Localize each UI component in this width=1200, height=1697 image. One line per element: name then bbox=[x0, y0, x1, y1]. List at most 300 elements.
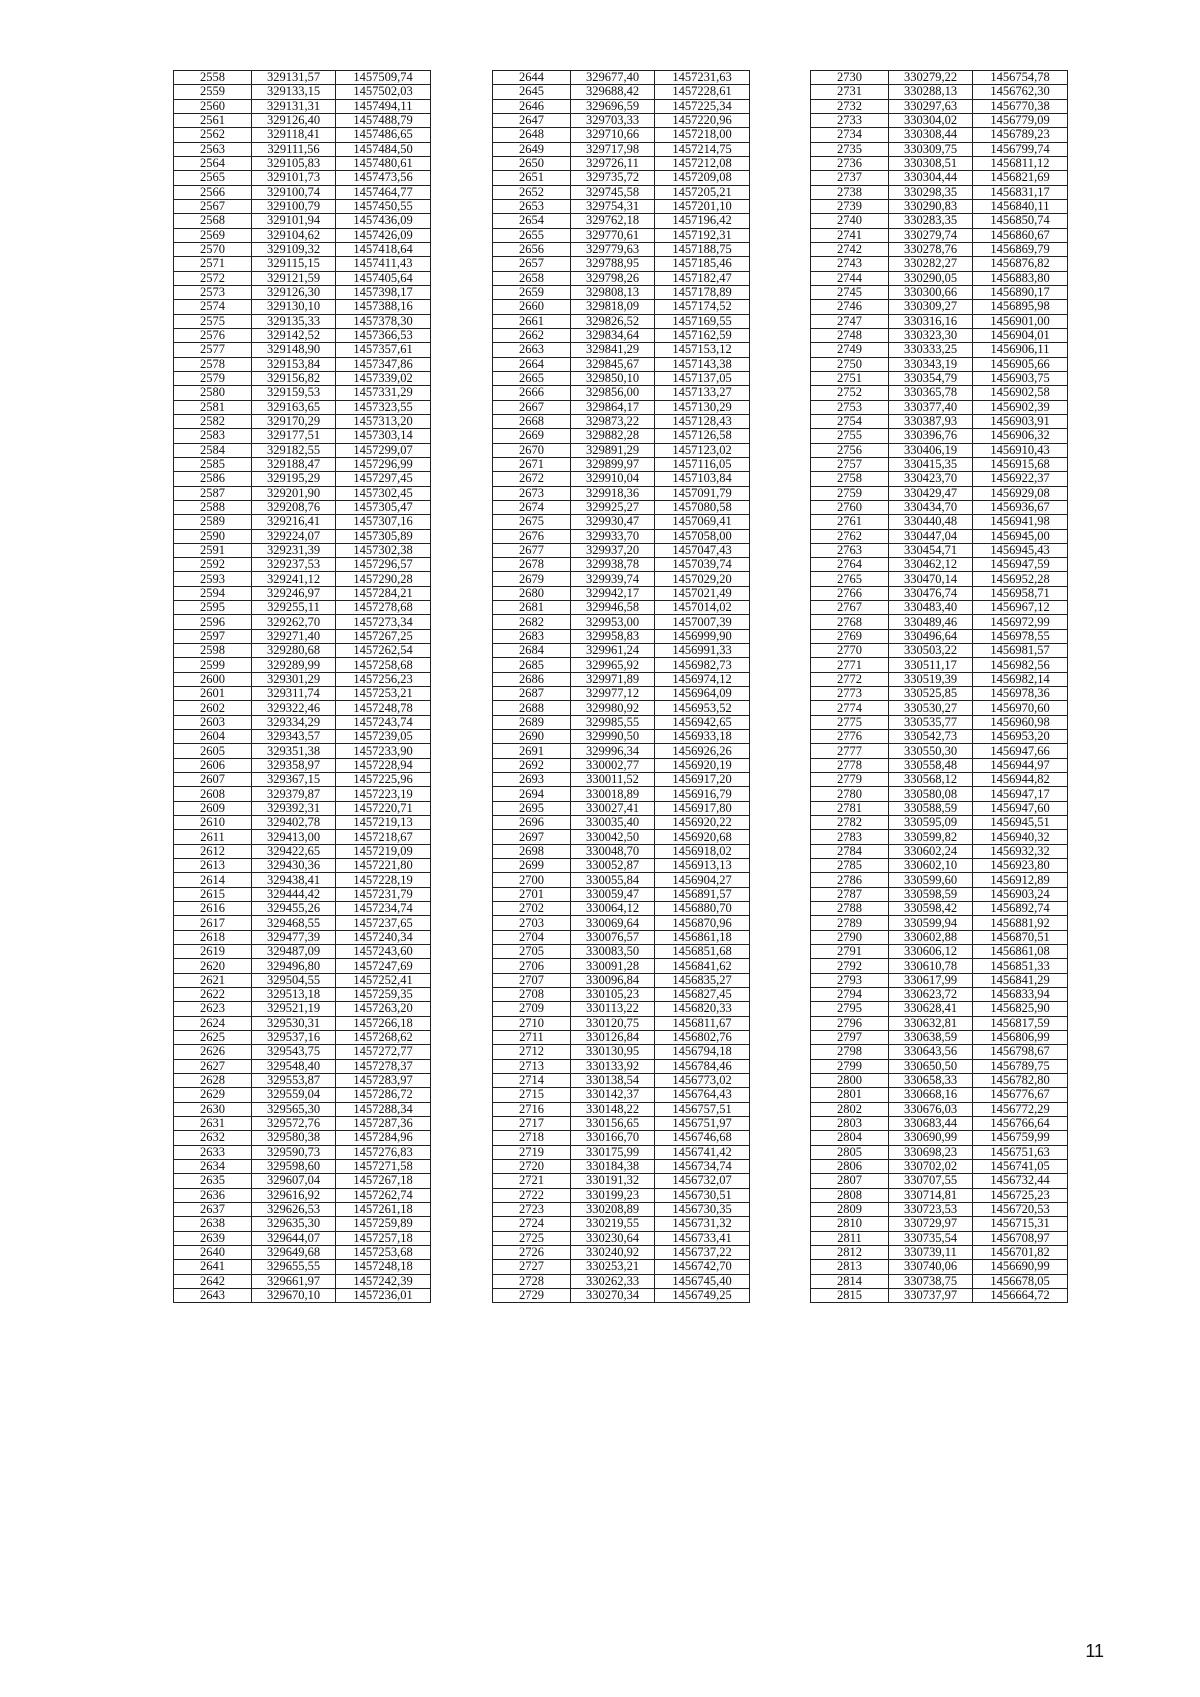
table-row bbox=[174, 973, 431, 987]
x-coordinate-cell: 330290,83 bbox=[889, 199, 973, 213]
table-row bbox=[493, 128, 750, 142]
y-coordinate-cell: 1457225,34 bbox=[655, 99, 750, 113]
x-coordinate-cell: 329971,89 bbox=[571, 672, 655, 686]
y-coordinate-cell: 1456922,37 bbox=[973, 472, 1068, 486]
point-number-cell: 2638 bbox=[174, 1217, 252, 1231]
point-number-cell: 2612 bbox=[174, 844, 252, 858]
point-number-cell: 2609 bbox=[174, 801, 252, 815]
y-coordinate-cell: 1457303,14 bbox=[336, 429, 431, 443]
table-row bbox=[811, 1088, 1068, 1102]
y-coordinate-cell: 1456869,79 bbox=[973, 242, 1068, 256]
y-coordinate-cell: 1457069,41 bbox=[655, 515, 750, 529]
point-number-cell: 2798 bbox=[811, 1045, 889, 1059]
x-coordinate-cell: 329677,40 bbox=[571, 71, 655, 85]
y-coordinate-cell: 1456741,05 bbox=[973, 1159, 1068, 1173]
point-number-cell: 2680 bbox=[493, 586, 571, 600]
y-coordinate-cell: 1456841,29 bbox=[973, 973, 1068, 987]
x-coordinate-cell: 329100,79 bbox=[252, 199, 336, 213]
point-number-cell: 2658 bbox=[493, 271, 571, 285]
table-row bbox=[493, 1260, 750, 1274]
coordinates-table-1 bbox=[173, 70, 431, 1303]
point-number-cell: 2667 bbox=[493, 400, 571, 414]
y-coordinate-cell: 1456892,74 bbox=[973, 902, 1068, 916]
y-coordinate-cell: 1456902,39 bbox=[973, 400, 1068, 414]
table-row bbox=[174, 572, 431, 586]
x-coordinate-cell: 329745,58 bbox=[571, 185, 655, 199]
table-row bbox=[493, 71, 750, 85]
point-number-cell: 2802 bbox=[811, 1102, 889, 1116]
x-coordinate-cell: 330377,40 bbox=[889, 400, 973, 414]
point-number-cell: 2777 bbox=[811, 744, 889, 758]
table-row bbox=[811, 357, 1068, 371]
x-coordinate-cell: 329696,59 bbox=[571, 99, 655, 113]
table-row bbox=[811, 371, 1068, 385]
point-number-cell: 2629 bbox=[174, 1088, 252, 1102]
table-row bbox=[811, 429, 1068, 443]
x-coordinate-cell: 330175,99 bbox=[571, 1145, 655, 1159]
y-coordinate-cell: 1457257,18 bbox=[336, 1231, 431, 1245]
table-row bbox=[493, 214, 750, 228]
point-number-cell: 2811 bbox=[811, 1231, 889, 1245]
y-coordinate-cell: 1456782,80 bbox=[973, 1073, 1068, 1087]
table-row bbox=[493, 1102, 750, 1116]
point-number-cell: 2757 bbox=[811, 457, 889, 471]
table-row bbox=[493, 1159, 750, 1173]
y-coordinate-cell: 1457248,78 bbox=[336, 701, 431, 715]
point-number-cell: 2622 bbox=[174, 988, 252, 1002]
table-row bbox=[811, 1274, 1068, 1288]
x-coordinate-cell: 330270,34 bbox=[571, 1288, 655, 1302]
y-coordinate-cell: 1456751,97 bbox=[655, 1116, 750, 1130]
x-coordinate-cell: 330002,77 bbox=[571, 758, 655, 772]
y-coordinate-cell: 1456982,73 bbox=[655, 658, 750, 672]
x-coordinate-cell: 329649,68 bbox=[252, 1245, 336, 1259]
x-coordinate-cell: 329930,47 bbox=[571, 515, 655, 529]
x-coordinate-cell: 329818,09 bbox=[571, 300, 655, 314]
y-coordinate-cell: 1456870,96 bbox=[655, 916, 750, 930]
table-row bbox=[174, 543, 431, 557]
y-coordinate-cell: 1457509,74 bbox=[336, 71, 431, 85]
x-coordinate-cell: 330387,93 bbox=[889, 414, 973, 428]
table-row bbox=[493, 629, 750, 643]
y-coordinate-cell: 1457209,08 bbox=[655, 171, 750, 185]
point-number-cell: 2634 bbox=[174, 1159, 252, 1173]
y-coordinate-cell: 1456776,67 bbox=[973, 1088, 1068, 1102]
point-number-cell: 2601 bbox=[174, 687, 252, 701]
table-row bbox=[493, 156, 750, 170]
point-number-cell: 2654 bbox=[493, 214, 571, 228]
x-coordinate-cell: 330658,33 bbox=[889, 1073, 973, 1087]
x-coordinate-cell: 330588,59 bbox=[889, 801, 973, 815]
y-coordinate-cell: 1456806,99 bbox=[973, 1030, 1068, 1044]
y-coordinate-cell: 1456820,33 bbox=[655, 1002, 750, 1016]
table-row bbox=[174, 1002, 431, 1016]
x-coordinate-cell: 330055,84 bbox=[571, 873, 655, 887]
point-number-cell: 2675 bbox=[493, 515, 571, 529]
y-coordinate-cell: 1456784,46 bbox=[655, 1059, 750, 1073]
point-number-cell: 2674 bbox=[493, 500, 571, 514]
x-coordinate-cell: 329100,74 bbox=[252, 185, 336, 199]
table-row bbox=[811, 801, 1068, 815]
point-number-cell: 2814 bbox=[811, 1274, 889, 1288]
x-coordinate-cell: 330668,16 bbox=[889, 1088, 973, 1102]
y-coordinate-cell: 1457263,20 bbox=[336, 1002, 431, 1016]
point-number-cell: 2780 bbox=[811, 787, 889, 801]
point-number-cell: 2709 bbox=[493, 1002, 571, 1016]
x-coordinate-cell: 329109,32 bbox=[252, 242, 336, 256]
table-row bbox=[811, 257, 1068, 271]
x-coordinate-cell: 330184,38 bbox=[571, 1159, 655, 1173]
point-number-cell: 2714 bbox=[493, 1073, 571, 1087]
y-coordinate-cell: 1456733,41 bbox=[655, 1231, 750, 1245]
y-coordinate-cell: 1456732,44 bbox=[973, 1174, 1068, 1188]
point-number-cell: 2699 bbox=[493, 859, 571, 873]
table-row bbox=[493, 414, 750, 428]
y-coordinate-cell: 1456742,70 bbox=[655, 1260, 750, 1274]
x-coordinate-cell: 329241,12 bbox=[252, 572, 336, 586]
y-coordinate-cell: 1456903,24 bbox=[973, 887, 1068, 901]
y-coordinate-cell: 1457219,09 bbox=[336, 844, 431, 858]
y-coordinate-cell: 1456737,22 bbox=[655, 1245, 750, 1259]
x-coordinate-cell: 329891,29 bbox=[571, 443, 655, 457]
point-number-cell: 2810 bbox=[811, 1217, 889, 1231]
y-coordinate-cell: 1457313,20 bbox=[336, 414, 431, 428]
y-coordinate-cell: 1457302,38 bbox=[336, 543, 431, 557]
x-coordinate-cell: 329159,53 bbox=[252, 386, 336, 400]
x-coordinate-cell: 330530,27 bbox=[889, 701, 973, 715]
y-coordinate-cell: 1457162,59 bbox=[655, 328, 750, 342]
table-row bbox=[493, 873, 750, 887]
point-number-cell: 2660 bbox=[493, 300, 571, 314]
y-coordinate-cell: 1457339,02 bbox=[336, 371, 431, 385]
table-row bbox=[493, 386, 750, 400]
point-number-cell: 2628 bbox=[174, 1073, 252, 1087]
x-coordinate-cell: 330683,44 bbox=[889, 1116, 973, 1130]
table-row bbox=[174, 242, 431, 256]
point-number-cell: 2725 bbox=[493, 1231, 571, 1245]
table-row bbox=[174, 328, 431, 342]
table-row bbox=[811, 744, 1068, 758]
table-row bbox=[174, 515, 431, 529]
point-number-cell: 2661 bbox=[493, 314, 571, 328]
table-row bbox=[493, 572, 750, 586]
y-coordinate-cell: 1457126,58 bbox=[655, 429, 750, 443]
table-row bbox=[811, 615, 1068, 629]
x-coordinate-cell: 329958,83 bbox=[571, 629, 655, 643]
y-coordinate-cell: 1456917,20 bbox=[655, 773, 750, 787]
point-number-cell: 2589 bbox=[174, 515, 252, 529]
point-number-cell: 2568 bbox=[174, 214, 252, 228]
y-coordinate-cell: 1457223,19 bbox=[336, 787, 431, 801]
table-row bbox=[493, 801, 750, 815]
x-coordinate-cell: 330133,92 bbox=[571, 1059, 655, 1073]
table-row bbox=[811, 228, 1068, 242]
table-row bbox=[811, 988, 1068, 1002]
x-coordinate-cell: 329343,57 bbox=[252, 730, 336, 744]
x-coordinate-cell: 330148,22 bbox=[571, 1102, 655, 1116]
point-number-cell: 2656 bbox=[493, 242, 571, 256]
y-coordinate-cell: 1457178,89 bbox=[655, 285, 750, 299]
y-coordinate-cell: 1457218,67 bbox=[336, 830, 431, 844]
table-row bbox=[493, 1002, 750, 1016]
y-coordinate-cell: 1456912,89 bbox=[973, 873, 1068, 887]
x-coordinate-cell: 329965,92 bbox=[571, 658, 655, 672]
point-number-cell: 2659 bbox=[493, 285, 571, 299]
x-coordinate-cell: 330083,50 bbox=[571, 945, 655, 959]
x-coordinate-cell: 330558,48 bbox=[889, 758, 973, 772]
y-coordinate-cell: 1456827,45 bbox=[655, 988, 750, 1002]
x-coordinate-cell: 329111,56 bbox=[252, 142, 336, 156]
table-row bbox=[493, 744, 750, 758]
point-number-cell: 2785 bbox=[811, 859, 889, 873]
point-number-cell: 2698 bbox=[493, 844, 571, 858]
point-number-cell: 2562 bbox=[174, 128, 252, 142]
point-number-cell: 2782 bbox=[811, 816, 889, 830]
x-coordinate-cell: 329910,04 bbox=[571, 472, 655, 486]
point-number-cell: 2624 bbox=[174, 1016, 252, 1030]
point-number-cell: 2563 bbox=[174, 142, 252, 156]
y-coordinate-cell: 1456903,91 bbox=[973, 414, 1068, 428]
y-coordinate-cell: 1457225,96 bbox=[336, 773, 431, 787]
y-coordinate-cell: 1457228,61 bbox=[655, 85, 750, 99]
x-coordinate-cell: 329717,98 bbox=[571, 142, 655, 156]
point-number-cell: 2813 bbox=[811, 1260, 889, 1274]
table-row bbox=[811, 171, 1068, 185]
y-coordinate-cell: 1457262,74 bbox=[336, 1188, 431, 1202]
x-coordinate-cell: 330650,50 bbox=[889, 1059, 973, 1073]
table-row bbox=[811, 601, 1068, 615]
y-coordinate-cell: 1456811,12 bbox=[973, 156, 1068, 170]
y-coordinate-cell: 1457267,18 bbox=[336, 1174, 431, 1188]
table-row bbox=[811, 758, 1068, 772]
point-number-cell: 2741 bbox=[811, 228, 889, 242]
y-coordinate-cell: 1456947,66 bbox=[973, 744, 1068, 758]
table-row bbox=[174, 400, 431, 414]
x-coordinate-cell: 330297,63 bbox=[889, 99, 973, 113]
y-coordinate-cell: 1457502,03 bbox=[336, 85, 431, 99]
table-row bbox=[811, 285, 1068, 299]
y-coordinate-cell: 1457283,97 bbox=[336, 1073, 431, 1087]
y-coordinate-cell: 1457103,84 bbox=[655, 472, 750, 486]
table-row bbox=[493, 945, 750, 959]
y-coordinate-cell: 1457242,39 bbox=[336, 1274, 431, 1288]
y-coordinate-cell: 1457253,68 bbox=[336, 1245, 431, 1259]
point-number-cell: 2728 bbox=[493, 1274, 571, 1288]
point-number-cell: 2607 bbox=[174, 773, 252, 787]
point-number-cell: 2706 bbox=[493, 959, 571, 973]
x-coordinate-cell: 329156,82 bbox=[252, 371, 336, 385]
point-number-cell: 2713 bbox=[493, 1059, 571, 1073]
point-number-cell: 2734 bbox=[811, 128, 889, 142]
y-coordinate-cell: 1456920,68 bbox=[655, 830, 750, 844]
x-coordinate-cell: 330489,46 bbox=[889, 615, 973, 629]
y-coordinate-cell: 1456764,43 bbox=[655, 1088, 750, 1102]
x-coordinate-cell: 329246,97 bbox=[252, 586, 336, 600]
table-row bbox=[493, 1288, 750, 1302]
y-coordinate-cell: 1457234,74 bbox=[336, 902, 431, 916]
x-coordinate-cell: 330738,75 bbox=[889, 1274, 973, 1288]
point-number-cell: 2755 bbox=[811, 429, 889, 443]
x-coordinate-cell: 330365,78 bbox=[889, 386, 973, 400]
point-number-cell: 2791 bbox=[811, 945, 889, 959]
x-coordinate-cell: 330740,06 bbox=[889, 1260, 973, 1274]
y-coordinate-cell: 1456920,22 bbox=[655, 816, 750, 830]
y-coordinate-cell: 1456881,92 bbox=[973, 916, 1068, 930]
point-number-cell: 2665 bbox=[493, 371, 571, 385]
point-number-cell: 2715 bbox=[493, 1088, 571, 1102]
x-coordinate-cell: 330309,75 bbox=[889, 142, 973, 156]
table-row bbox=[811, 128, 1068, 142]
y-coordinate-cell: 1456953,52 bbox=[655, 701, 750, 715]
y-coordinate-cell: 1457450,55 bbox=[336, 199, 431, 213]
point-number-cell: 2753 bbox=[811, 400, 889, 414]
x-coordinate-cell: 329703,33 bbox=[571, 113, 655, 127]
table-row bbox=[174, 672, 431, 686]
y-coordinate-cell: 1457357,61 bbox=[336, 343, 431, 357]
table-row bbox=[174, 715, 431, 729]
point-number-cell: 2641 bbox=[174, 1260, 252, 1274]
table-row bbox=[811, 328, 1068, 342]
point-number-cell: 2723 bbox=[493, 1202, 571, 1216]
point-number-cell: 2766 bbox=[811, 586, 889, 600]
point-number-cell: 2759 bbox=[811, 486, 889, 500]
y-coordinate-cell: 1456851,33 bbox=[973, 959, 1068, 973]
x-coordinate-cell: 329882,28 bbox=[571, 429, 655, 443]
x-coordinate-cell: 330138,54 bbox=[571, 1073, 655, 1087]
point-number-cell: 2751 bbox=[811, 371, 889, 385]
y-coordinate-cell: 1456841,62 bbox=[655, 959, 750, 973]
table-row bbox=[174, 1188, 431, 1202]
point-number-cell: 2727 bbox=[493, 1260, 571, 1274]
table-row bbox=[811, 486, 1068, 500]
table-row bbox=[811, 1045, 1068, 1059]
y-coordinate-cell: 1457305,47 bbox=[336, 500, 431, 514]
x-coordinate-cell: 329135,33 bbox=[252, 314, 336, 328]
x-coordinate-cell: 330429,47 bbox=[889, 486, 973, 500]
y-coordinate-cell: 1456799,74 bbox=[973, 142, 1068, 156]
y-coordinate-cell: 1457378,30 bbox=[336, 314, 431, 328]
y-coordinate-cell: 1457253,21 bbox=[336, 687, 431, 701]
x-coordinate-cell: 329496,80 bbox=[252, 959, 336, 973]
x-coordinate-cell: 330643,56 bbox=[889, 1045, 973, 1059]
point-number-cell: 2643 bbox=[174, 1288, 252, 1302]
y-coordinate-cell: 1457271,58 bbox=[336, 1159, 431, 1173]
point-number-cell: 2677 bbox=[493, 543, 571, 557]
point-number-cell: 2692 bbox=[493, 758, 571, 772]
table-row bbox=[811, 873, 1068, 887]
point-number-cell: 2613 bbox=[174, 859, 252, 873]
point-number-cell: 2794 bbox=[811, 988, 889, 1002]
point-number-cell: 2792 bbox=[811, 959, 889, 973]
table-row bbox=[811, 300, 1068, 314]
point-number-cell: 2809 bbox=[811, 1202, 889, 1216]
table-row bbox=[174, 529, 431, 543]
table-row bbox=[811, 85, 1068, 99]
y-coordinate-cell: 1456903,75 bbox=[973, 371, 1068, 385]
table-row bbox=[811, 916, 1068, 930]
y-coordinate-cell: 1456840,11 bbox=[973, 199, 1068, 213]
point-number-cell: 2697 bbox=[493, 830, 571, 844]
y-coordinate-cell: 1457480,61 bbox=[336, 156, 431, 170]
point-number-cell: 2604 bbox=[174, 730, 252, 744]
x-coordinate-cell: 329153,84 bbox=[252, 357, 336, 371]
table-row bbox=[174, 429, 431, 443]
table-row bbox=[493, 443, 750, 457]
table-row bbox=[174, 844, 431, 858]
y-coordinate-cell: 1456741,42 bbox=[655, 1145, 750, 1159]
y-coordinate-cell: 1456913,13 bbox=[655, 859, 750, 873]
point-number-cell: 2573 bbox=[174, 285, 252, 299]
table-row bbox=[493, 228, 750, 242]
x-coordinate-cell: 329977,12 bbox=[571, 687, 655, 701]
y-coordinate-cell: 1456802,76 bbox=[655, 1030, 750, 1044]
point-number-cell: 2668 bbox=[493, 414, 571, 428]
table-row bbox=[174, 758, 431, 772]
table-row bbox=[493, 1188, 750, 1202]
table-row bbox=[493, 1016, 750, 1030]
table-row bbox=[811, 730, 1068, 744]
point-number-cell: 2581 bbox=[174, 400, 252, 414]
x-coordinate-cell: 329925,27 bbox=[571, 500, 655, 514]
point-number-cell: 2786 bbox=[811, 873, 889, 887]
point-number-cell: 2578 bbox=[174, 357, 252, 371]
y-coordinate-cell: 1457123,02 bbox=[655, 443, 750, 457]
x-coordinate-cell: 329487,09 bbox=[252, 945, 336, 959]
y-coordinate-cell: 1456978,55 bbox=[973, 629, 1068, 643]
point-number-cell: 2623 bbox=[174, 1002, 252, 1016]
table-row bbox=[174, 357, 431, 371]
x-coordinate-cell: 330298,35 bbox=[889, 185, 973, 199]
y-coordinate-cell: 1456991,33 bbox=[655, 644, 750, 658]
table-row bbox=[811, 644, 1068, 658]
table-row bbox=[811, 887, 1068, 901]
table-row bbox=[811, 214, 1068, 228]
x-coordinate-cell: 329402,78 bbox=[252, 816, 336, 830]
y-coordinate-cell: 1457243,60 bbox=[336, 945, 431, 959]
y-coordinate-cell: 1457130,29 bbox=[655, 400, 750, 414]
x-coordinate-cell: 329231,39 bbox=[252, 543, 336, 557]
point-number-cell: 2564 bbox=[174, 156, 252, 170]
table-row bbox=[493, 672, 750, 686]
point-number-cell: 2724 bbox=[493, 1217, 571, 1231]
point-number-cell: 2717 bbox=[493, 1116, 571, 1130]
x-coordinate-cell: 330483,40 bbox=[889, 601, 973, 615]
x-coordinate-cell: 329170,29 bbox=[252, 414, 336, 428]
point-number-cell: 2702 bbox=[493, 902, 571, 916]
y-coordinate-cell: 1457137,05 bbox=[655, 371, 750, 385]
table-row bbox=[811, 472, 1068, 486]
point-number-cell: 2700 bbox=[493, 873, 571, 887]
x-coordinate-cell: 329101,73 bbox=[252, 171, 336, 185]
y-coordinate-cell: 1456825,90 bbox=[973, 1002, 1068, 1016]
x-coordinate-cell: 330496,64 bbox=[889, 629, 973, 643]
point-number-cell: 2642 bbox=[174, 1274, 252, 1288]
table-row bbox=[493, 1145, 750, 1159]
x-coordinate-cell: 330602,10 bbox=[889, 859, 973, 873]
x-coordinate-cell: 329422,65 bbox=[252, 844, 336, 858]
table-row bbox=[493, 429, 750, 443]
table-row bbox=[493, 1131, 750, 1145]
point-number-cell: 2756 bbox=[811, 443, 889, 457]
y-coordinate-cell: 1456708,97 bbox=[973, 1231, 1068, 1245]
y-coordinate-cell: 1456880,70 bbox=[655, 902, 750, 916]
table-row bbox=[493, 328, 750, 342]
y-coordinate-cell: 1456770,38 bbox=[973, 99, 1068, 113]
table-row bbox=[811, 672, 1068, 686]
y-coordinate-cell: 1456876,82 bbox=[973, 257, 1068, 271]
point-number-cell: 2815 bbox=[811, 1288, 889, 1302]
table-row bbox=[811, 945, 1068, 959]
